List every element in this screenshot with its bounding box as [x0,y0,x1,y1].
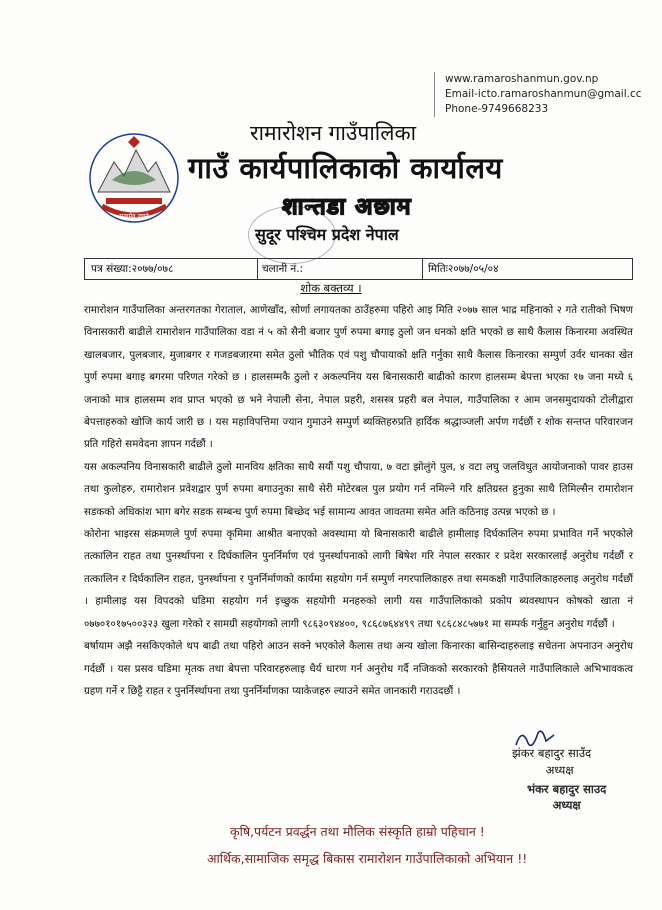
letter-body [84,300,633,703]
slogan-line-1: कृषि,पर्यटन प्रवर्द्धन तथा मौलिक संस्कृति हाम्रो पहिचान ! [230,824,485,839]
stamp-name: भंकर बहादुर साउद [527,782,607,796]
signer-name: झंकर बहादुर साउँद [512,746,592,760]
contact-block [434,72,662,117]
reference-row [84,258,633,280]
subject-line [0,281,662,296]
signature-stamp [527,781,606,813]
signer-block [512,745,591,779]
body-paragraph: कोरोना भाइरस संक्रमणले पुर्ण रुपमा कृमिमा आश्रीत बनाएको अवस्थामा यो बिनासकारी बाढीले हामीलाइ दिर्घकालिन रुपमा प्रभावित गर्ने भएकोले तत्कालिन राहत तथा पुनर्स्थापना र दिर्घकालिन पुनर्निर्माण एवं पुनर्स्थापनाको लागी बिषेश गरि नेपाल सरकार र प्रदेश सरकारलाई अनुरोध गर्दछौं र तत्कालिन र दिर्घकालिन राहत, पुनर्स्थापना र पुनर्निर्माणको कार्यमा सहयोग गर्न सम्पुर्ण नगरपालिकाहरु तथा समकक्षी गाउँपालिकाहरुलाइ अनुरोध गर्दछौं । हामीलाइ यस विपदको घडिमा सहयोग गर्न इच्छुक सहयोगी मनहरुको लागी यस गाउँपालिकाको प्रकोप ब्यवस्थापन कोषको खाता नं ०७७०१०१७५००३२३ खुला गरेको र सामग्री सहयोगको लागी ९८६३०९४४००, ९८६८७६४४९९ तथा ९८६८४८५७७१ मा सम्पर्क गर्नुहुन अनुरोध गर्दछौं । [84,529,633,630]
stamp-title: अध्यक्ष [552,798,581,812]
website-text: www.ramaroshanmun.gov.np [445,73,599,85]
subject-text: शोक बक्तव्य । [300,281,362,295]
province-name: सुदूर पश्चिम प्रदेश नेपाल [255,225,399,244]
letter-number: पत्र संख्या:२०७७/०७८ [91,263,174,275]
slogan-line-2: आर्थिक,सामाजिक समृद्ध बिकास रामारोशन गाउँपालिकाको अभियान !! [207,851,528,866]
municipality-name: रामारोशन गाउँपालिका [250,121,417,145]
body-paragraph: बर्षायाम अझै नसकिएकोले थप बाढी तथा पहिरो आउन सक्ने भएकोले कैलास तथा अन्य खोला किनारका बासिन्दाहरुलाइ सचेतना अपनाउन अनुरोध गर्दछौं । यस प्रसव घडिमा मृतक तथा बेपत्ता परिवारहरुलाइ धैर्य धारण गर्न अनुरोध गर्दै नजिकको सरकारको हैसियतले गाउँपालिकाले अभिभावकत्व ग्रहण गर्ने र छिट्टै राहत र पुनर्निर्स्थापना तथा पुनर्निर्माणका प्याकेजहरु ल्याउने समेत जानकारी गराउदछौं । [84,641,633,697]
place-name: शान्तडा अछाम [282,194,412,220]
phone-text: Phone-9749668233 [445,103,549,115]
email-text: Email-icto.ramaroshanmun@gmail.cc [445,88,642,100]
body-paragraph: रामारोशन गाउँपालिका अन्तरगतका गेराताल, आणेखाँद, सोर्णा लगायतका ठाउँहरुमा पहिरो आइ मिति २०७७ साल भाद्र महिनाको २ गते रातीको भिषण विनासकारी बाढीले रामारोशन गाउँपालिका वडा नं ५ को सैनी बजार पुर्ण रुपमा बगाइ ठुलो जन धनको क्षति भएको छ साथै कैलास किनारमा अवस्थित खालबजार, पुलबजार, मुजाबगर र गजडबजारमा समेत ठुलो भौतिक एवं पशु चौपायाको क्षति गर्नुका साथै कैलास किनारका सम्पुर्ण उर्वर धानका खेत पुर्ण रुपमा बगाइ बगरमा परिणत गरेको छ । हालसम्मकै ठुलो र अकल्पनिय यस बिनासकारी बाढीको कारण हालसम्म बेपत्ता भएका १७ जना मध्ये ६ जनाको मात्र हालसम्म शव प्राप्त भएको छ भने नेपाली सेना, नेपाल प्रहरी, शसस्त्र प्रहरी बल नेपाल, गाउँपालिका र आम जनसमुदायको टोलीद्वारा बेपत्ताहरुको खोजि कार्य जारी छ । यस महाविपत्तिमा ज्यान गुमाउने सम्पुर्ण ब्यक्तिहरुप्रति हार्दिक श्रद्धाञ्जली अर्पण गर्दछौं र शोक सन्तप्त परिवारजन प्रति गहिरो समवेदना ज्ञापन गर्दछौं । [84,305,633,451]
letter-date: मितिः२०७७/०५/०४ [428,263,499,275]
nepal-government-emblem-icon [88,132,180,224]
office-name: गाउँ कार्यपालिकाको कार्यालय [188,151,503,185]
signer-title: अध्यक्ष [545,763,574,777]
emblem-motto: सत्यमेव जयते [119,213,149,220]
body-paragraph: यस अकल्पनिय विनासकारी बाढीले ठुलो मानविय क्षतिका साथै सयौं पशु चौपाया, ७ वटा झोलुंगे पुल, ४ वटा लघु जलविधुत आयोजनाको पावर हाउस तथा कुलोहरु, रामारोशन प्रवेशद्वार पुर्ण रुपमा बगाउनुका साथै सेरी मोटेरबल पुल प्रयोग गर्न नमिल्ने गरि क्षतिग्रस्त हुनुका साथै तिमिल्सैन रामारोशन सडकको अधिकांश भाग बगेर सडक सम्बन्ध पुर्ण रुपमा बिच्छेद भई सामान्य आवत जावतमा समेत अति कठिनाइ उत्पन्न भएको छ । [84,461,633,518]
dispatch-number: चलानी नं.: [262,263,304,275]
